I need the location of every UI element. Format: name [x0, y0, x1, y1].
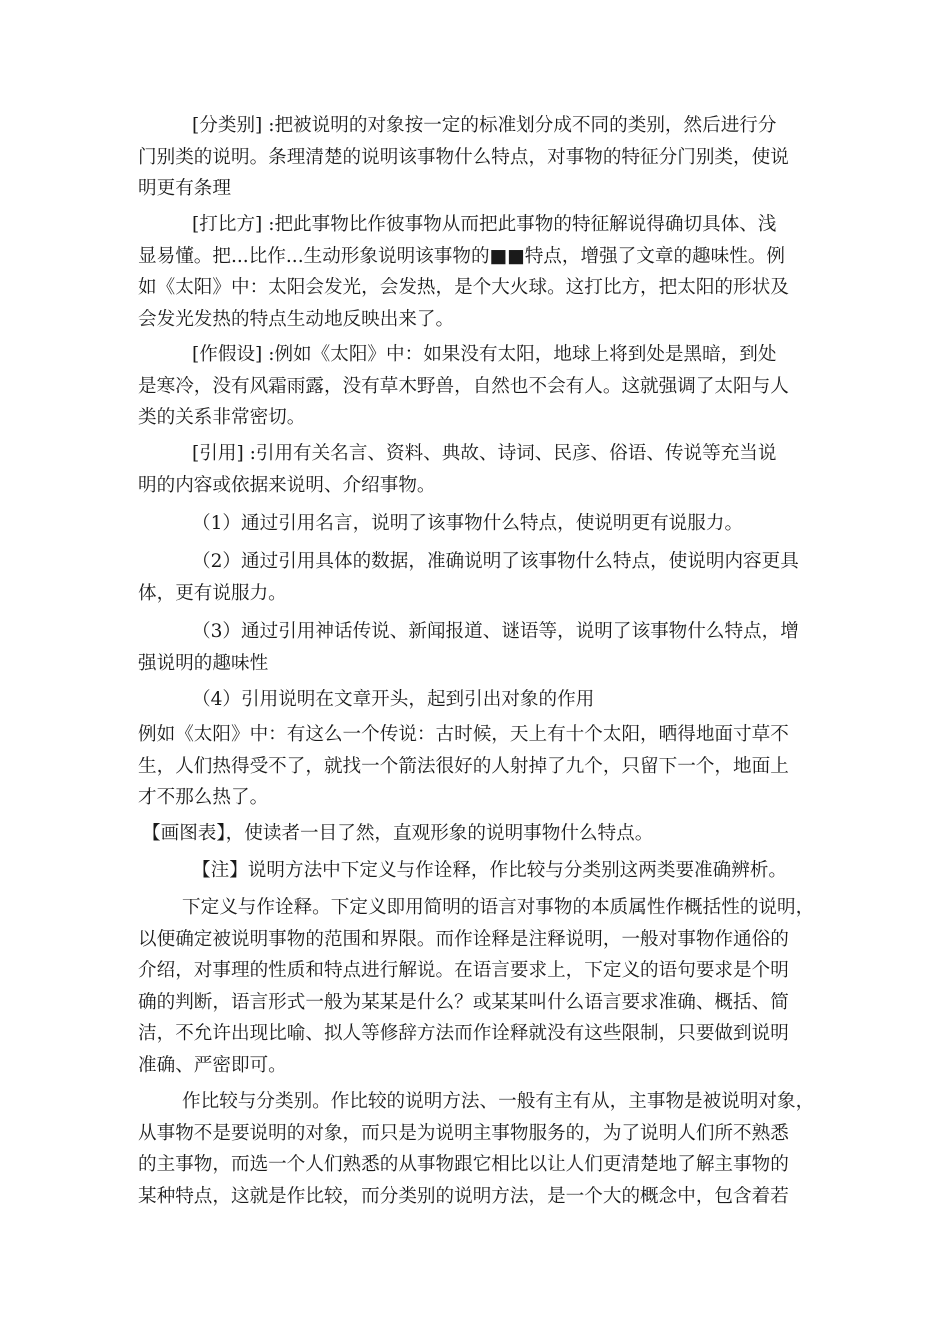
paragraph-definition-vs-explanation	[138, 892, 820, 1081]
text-line: [打比方] :把此事物比作彼事物从而把此事物的特征解说得确切具体、浅	[192, 214, 777, 235]
text-line: 会发光发热的特点生动地反映出来了。	[138, 308, 455, 330]
text-line: 如《太阳》中：太阳会发光，会发热，是个大火球。这打比方，把太阳的形状及	[138, 277, 789, 298]
paragraph-citation-item-2	[138, 546, 820, 609]
text-line: 例如《太阳》中：有这么一个传说：古时候，天上有十个太阳，晒得地面寸草不	[138, 724, 789, 745]
text-line: 明更有条理	[138, 178, 231, 199]
paragraph-charts	[138, 818, 820, 850]
text-line: 某种特点，这就是作比较，而分类别的说明方法，是一个大的概念中，包含着若	[138, 1185, 789, 1207]
text-line: [作假设] :例如《太阳》中：如果没有太阳，地球上将到处是黑暗，到处	[192, 344, 777, 365]
text-line: 门别类的说明。条理清楚的说明该事物什么特点，对事物的特征分门别类，使说	[138, 146, 789, 168]
text-line: 强说明的趣味性	[138, 652, 269, 674]
paragraph-analogy	[138, 209, 820, 335]
paragraph-hypothesis	[138, 339, 820, 434]
text-line: 体，更有说服力。	[138, 582, 287, 604]
text-line: 生，人们热得受不了，就找一个箭法很好的人射掉了九个，只留下一个，地面上	[138, 755, 789, 777]
paragraph-citation-item-1	[138, 508, 820, 540]
text-line: 类的关系非常密切。	[138, 407, 306, 428]
paragraph-example-sun	[138, 719, 820, 814]
text-line: 介绍，对事理的性质和特点进行解说。在语言要求上，下定义的语句要求是个明	[138, 960, 789, 981]
text-line: 才不那么热了。	[138, 787, 269, 808]
text-line: 确的判断，语言形式一般为某某是什么？或某某叫什么语言要求准确、概括、简	[138, 991, 789, 1013]
text-line: 洁，不允许出现比喻、拟人等修辞方法而作诠释就没有这些限制，只要做到说明	[138, 1023, 789, 1044]
text-line: 是寒冷，没有风霜雨露，没有草木野兽，自然也不会有人。这就强调了太阳与人	[138, 375, 789, 397]
text-line: 准确、严密即可。	[138, 1054, 287, 1076]
text-line: 从事物不是要说明的对象，而只是为说明主事物服务的，为了说明人们所不熟悉	[138, 1122, 789, 1144]
text-line: （4）引用说明在文章开头，起到引出对象的作用	[192, 689, 595, 710]
text-line: 下定义与作诠释。下定义即用简明的语言对事物的本质属性作概括性的说明，	[182, 897, 815, 918]
text-line: 【注】说明方法中下定义与作诠释，作比较与分类别这两类要准确辨析。	[192, 860, 788, 881]
text-line: [分类别] :把被说明的对象按一定的标准划分成不同的类别，然后进行分	[192, 115, 777, 136]
text-line: [引用] :引用有关名言、资料、典故、诗词、民彦、俗语、传说等充当说	[192, 443, 777, 464]
paragraph-citation	[138, 438, 820, 501]
paragraph-citation-item-3	[138, 616, 820, 679]
text-line: 【画图表】，使读者一目了然，直观形象的说明事物什么特点。	[142, 823, 654, 844]
paragraph-comparison-vs-classification	[138, 1086, 820, 1212]
paragraph-citation-item-4	[138, 684, 820, 716]
paragraph-classification	[138, 110, 820, 205]
paragraph-note	[138, 855, 820, 887]
text-line: （2）通过引用具体的数据，准确说明了该事物什么特点，使说明内容更具	[192, 551, 799, 572]
text-line: （1）通过引用名言，说明了该事物什么特点，使说明更有说服力。	[192, 513, 744, 534]
text-line: 以便确定被说明事物的范围和界限。而作诠释是注释说明，一般对事物作通俗的	[138, 928, 789, 950]
text-line: （3）通过引用神话传说、新闻报道、谜语等，说明了该事物什么特点，增	[192, 621, 799, 642]
text-line: 的主事物，而选一个人们熟悉的从事物跟它相比以让人们更清楚地了解主事物的	[138, 1154, 789, 1175]
text-line: 明的内容或依据来说明、介绍事物。	[138, 474, 436, 496]
text-line: 显易懂。把...比作...生动形象说明该事物的■■特点，增强了文章的趣味性。例	[138, 245, 786, 267]
text-line: 作比较与分类别。作比较的说明方法、一般有主有从，主事物是被说明对象，	[182, 1091, 815, 1112]
